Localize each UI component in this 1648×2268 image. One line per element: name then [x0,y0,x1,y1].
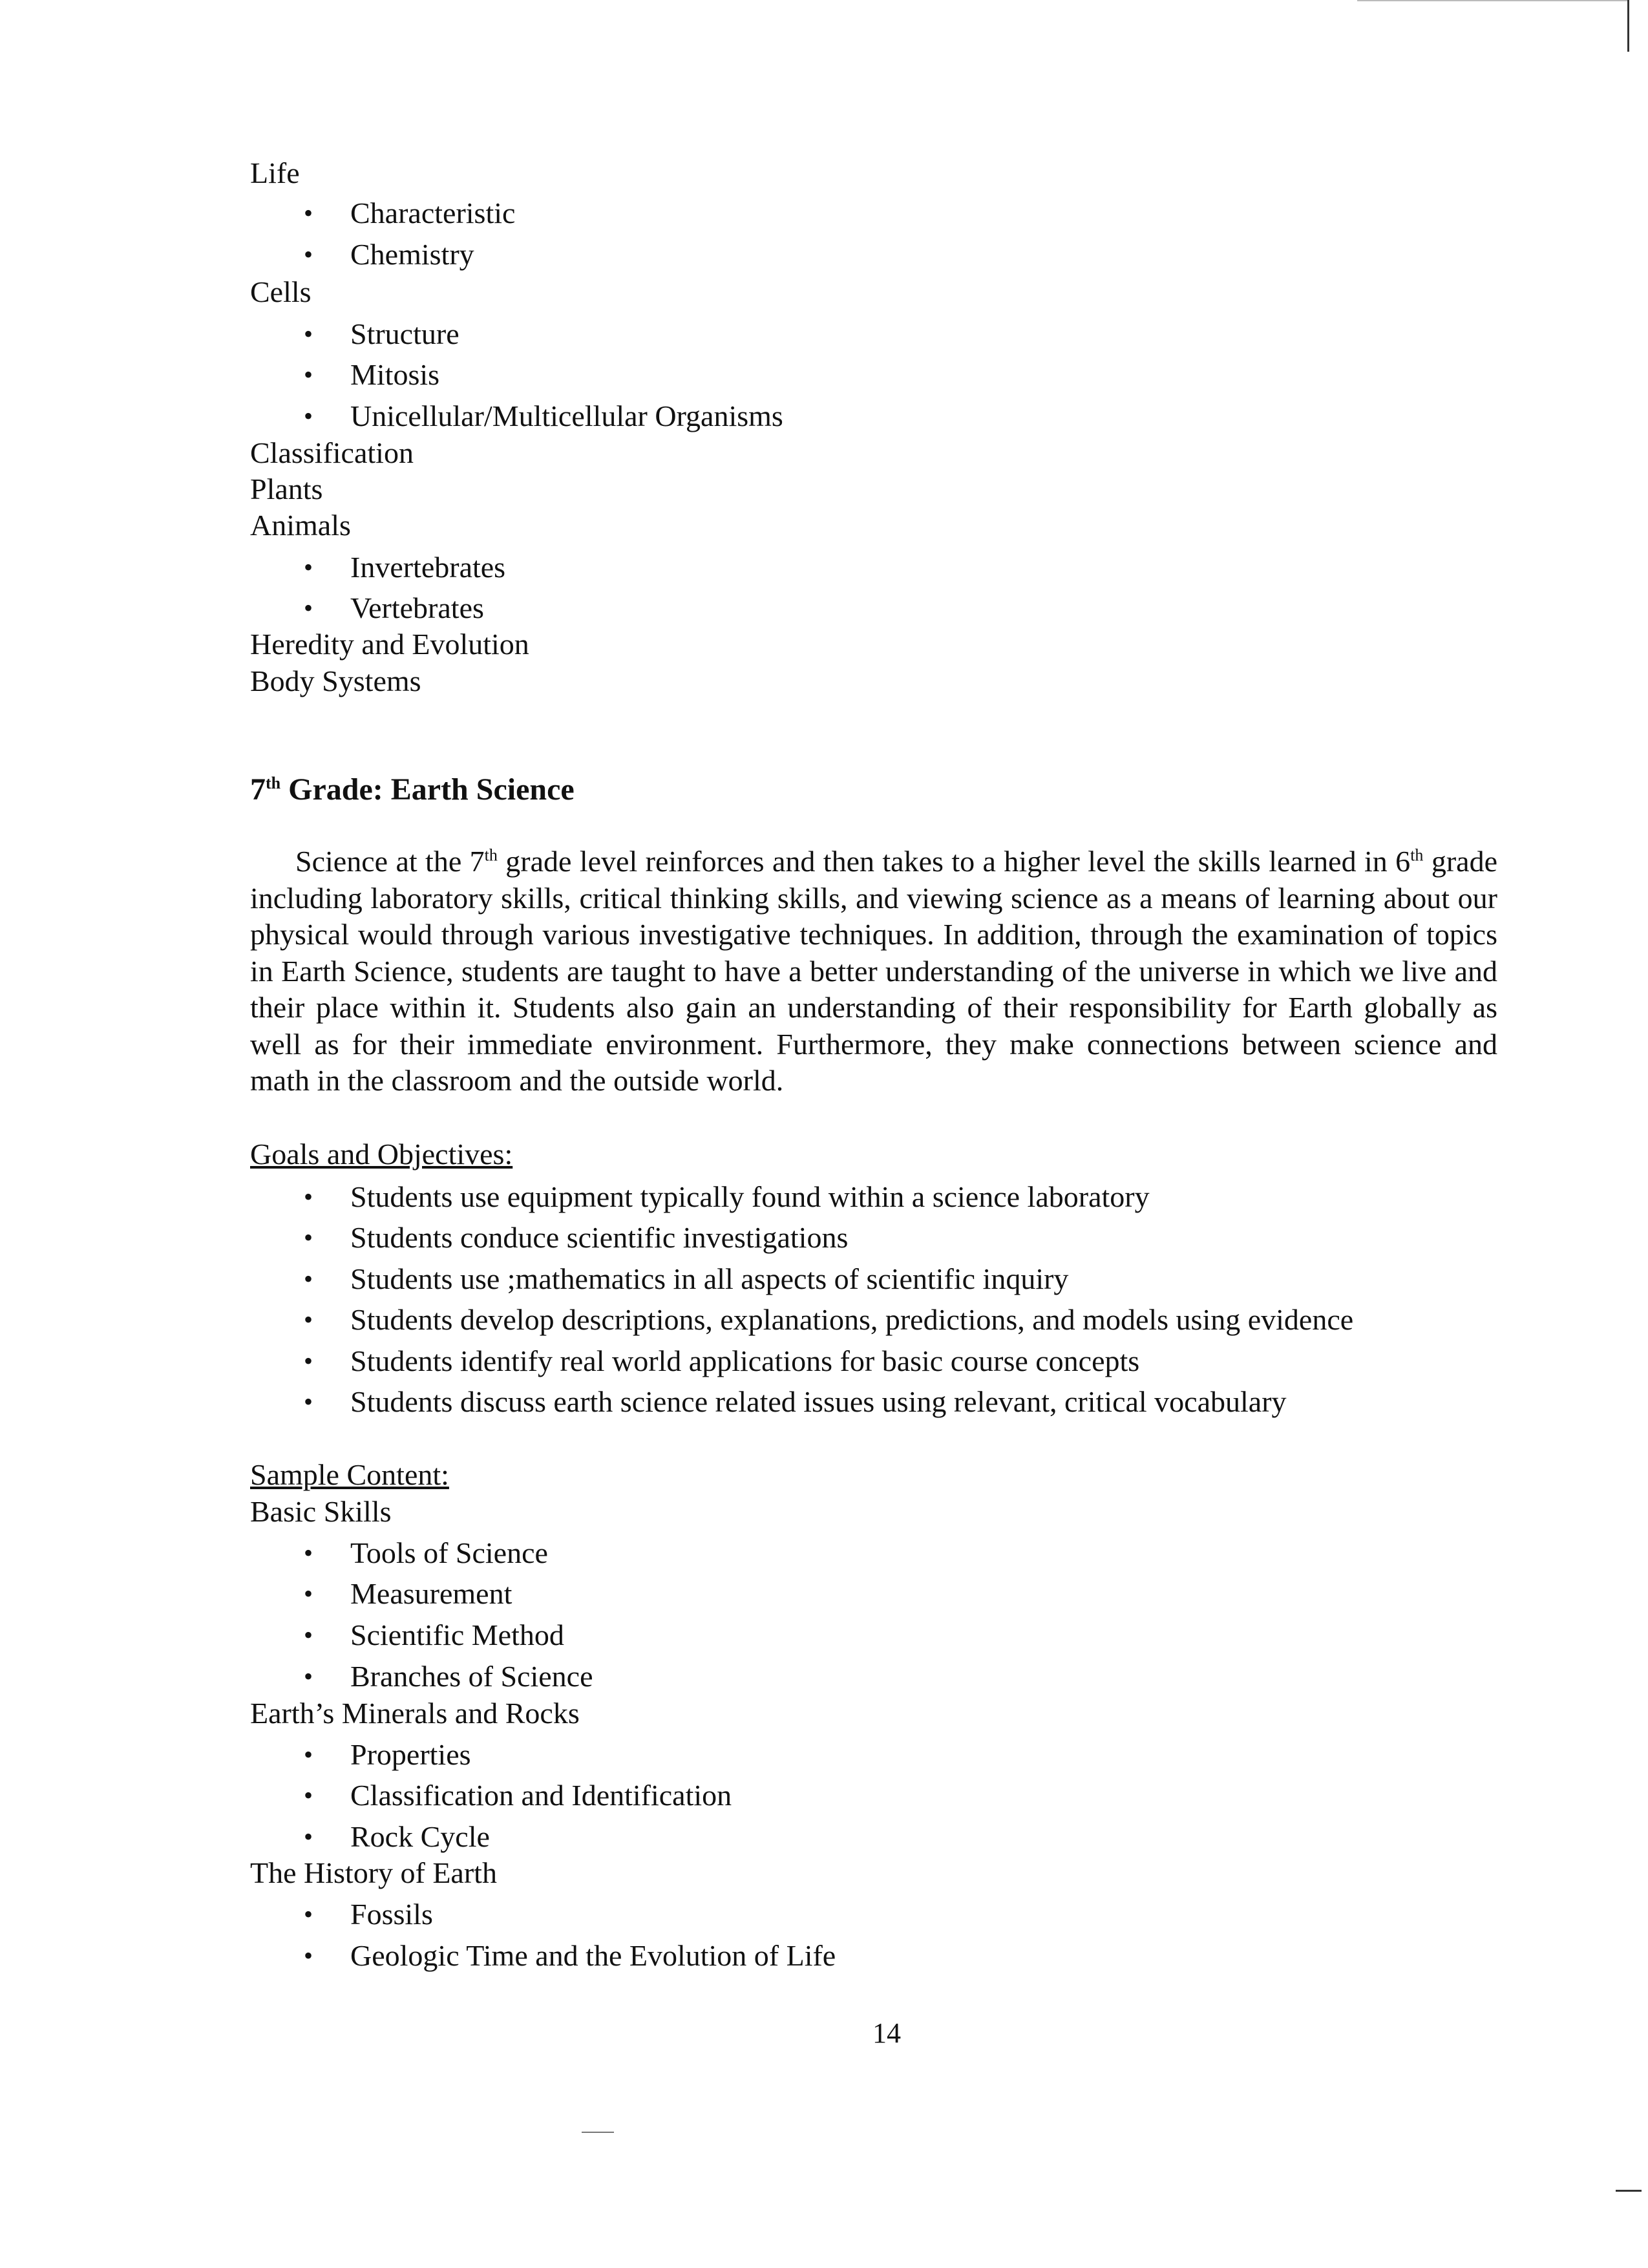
goals-heading: Goals and Objectives: [250,1138,513,1171]
bullet-icon: • [304,198,313,228]
animals-heading: Animals [250,509,351,542]
bullet-icon: • [304,1941,313,1970]
bullet-icon: • [304,593,313,622]
bullet-icon: • [304,1264,313,1293]
scan-edge-mark [582,2132,614,2133]
cells-heading: Cells [250,275,312,308]
plants-heading: Plants [250,472,323,505]
history-heading: The History of Earth [250,1856,497,1889]
scan-edge-mark [1357,0,1629,1]
bullet-icon: • [304,1579,313,1608]
bullet-icon: • [304,1740,313,1769]
bullet-icon: • [304,1538,313,1567]
bullet-icon: • [304,1822,313,1851]
basic-skills-heading: Basic Skills [250,1495,392,1528]
bullet-icon: • [304,1620,313,1649]
life-heading: Life [250,156,300,189]
section-title: 7th Grade: Earth Science [250,772,575,807]
bullet-icon: • [304,1781,313,1810]
heredity-heading: Heredity and Evolution [250,628,529,661]
bullet-icon: • [304,1662,313,1691]
bullet-icon: • [304,319,313,348]
document-page: Life • Characteristic • Chemistry Cells • Structure • Mitosis • Unicellular/Multicellular Organisms Classification Plants Animals • Invertebrates • Vertebrates Heredity and Evolution Body Systems 7th Grade: Earth Science Science at the 7th grade level reinforces and then takes to a higher level the skills learned in 6th grade including laboratory skills, critical thinking skills, and viewing science as a means of learning about our physical would through various investigative techniques. In addition, through the examination of topics in Earth Science, students are taught to have a better understanding of the universe in which we live and their place within it. Students also gain an understanding of their responsibility for Earth globally as well as for their immediate environment. Furthermore, they make connections between science and math in the classroom and the outside world. Goals and Objectives: • Students use equipment typically found within a science laboratory • Students conduce scientific investigations • Students use ;mathematics in all aspects of scientific inquiry • Students develop descriptions, explanations, predictions, and models using evidence • Students identify real world applications for basic course concepts • Students discuss earth science related issues using relevant, critical vocabulary Sample Content: Basic Skills • Tools of Science • Measurement • Scientific Method • Branches of Science Earth’s Minerals and Rocks • Properties • Classification and Identification • Rock Cycle The History of Earth • Fossils • Geologic Time and the Evolution of Life 14 [0,0,1648,2268]
bullet-icon: • [304,553,313,582]
page-number: 14 [872,2017,901,2049]
scan-edge-mark [1627,0,1629,52]
bullet-icon: • [304,1223,313,1252]
bullet-icon: • [304,401,313,430]
bullet-icon: • [304,360,313,389]
scan-edge-mark [1616,2190,1642,2192]
bullet-icon: • [304,1305,313,1334]
bullet-icon: • [304,240,313,269]
bullet-icon: • [304,1900,313,1929]
sample-heading: Sample Content: [250,1458,449,1491]
minerals-heading: Earth’s Minerals and Rocks [250,1697,580,1730]
body-systems-heading: Body Systems [250,664,421,697]
bullet-icon: • [304,1346,313,1375]
bullet-icon: • [304,1387,313,1416]
classification-heading: Classification [250,436,414,469]
intro-paragraph: Science at the 7th grade level reinforces and then takes to a higher level the skills learned in 6th grade including laboratory skills, critical thinking skills, and viewing science as a means of learning about our physical would through various investigative techniques. In addition, through the examination of topics in Earth Science, students are taught to have a better understanding of the universe in which we live and their place within it. Students also gain an understanding of their responsibility for Earth globally as well as for their immediate environment. Furthermore, they make connections between science and math in the classroom and the outside world. [250,845,1497,1097]
bullet-icon: • [304,1182,313,1211]
